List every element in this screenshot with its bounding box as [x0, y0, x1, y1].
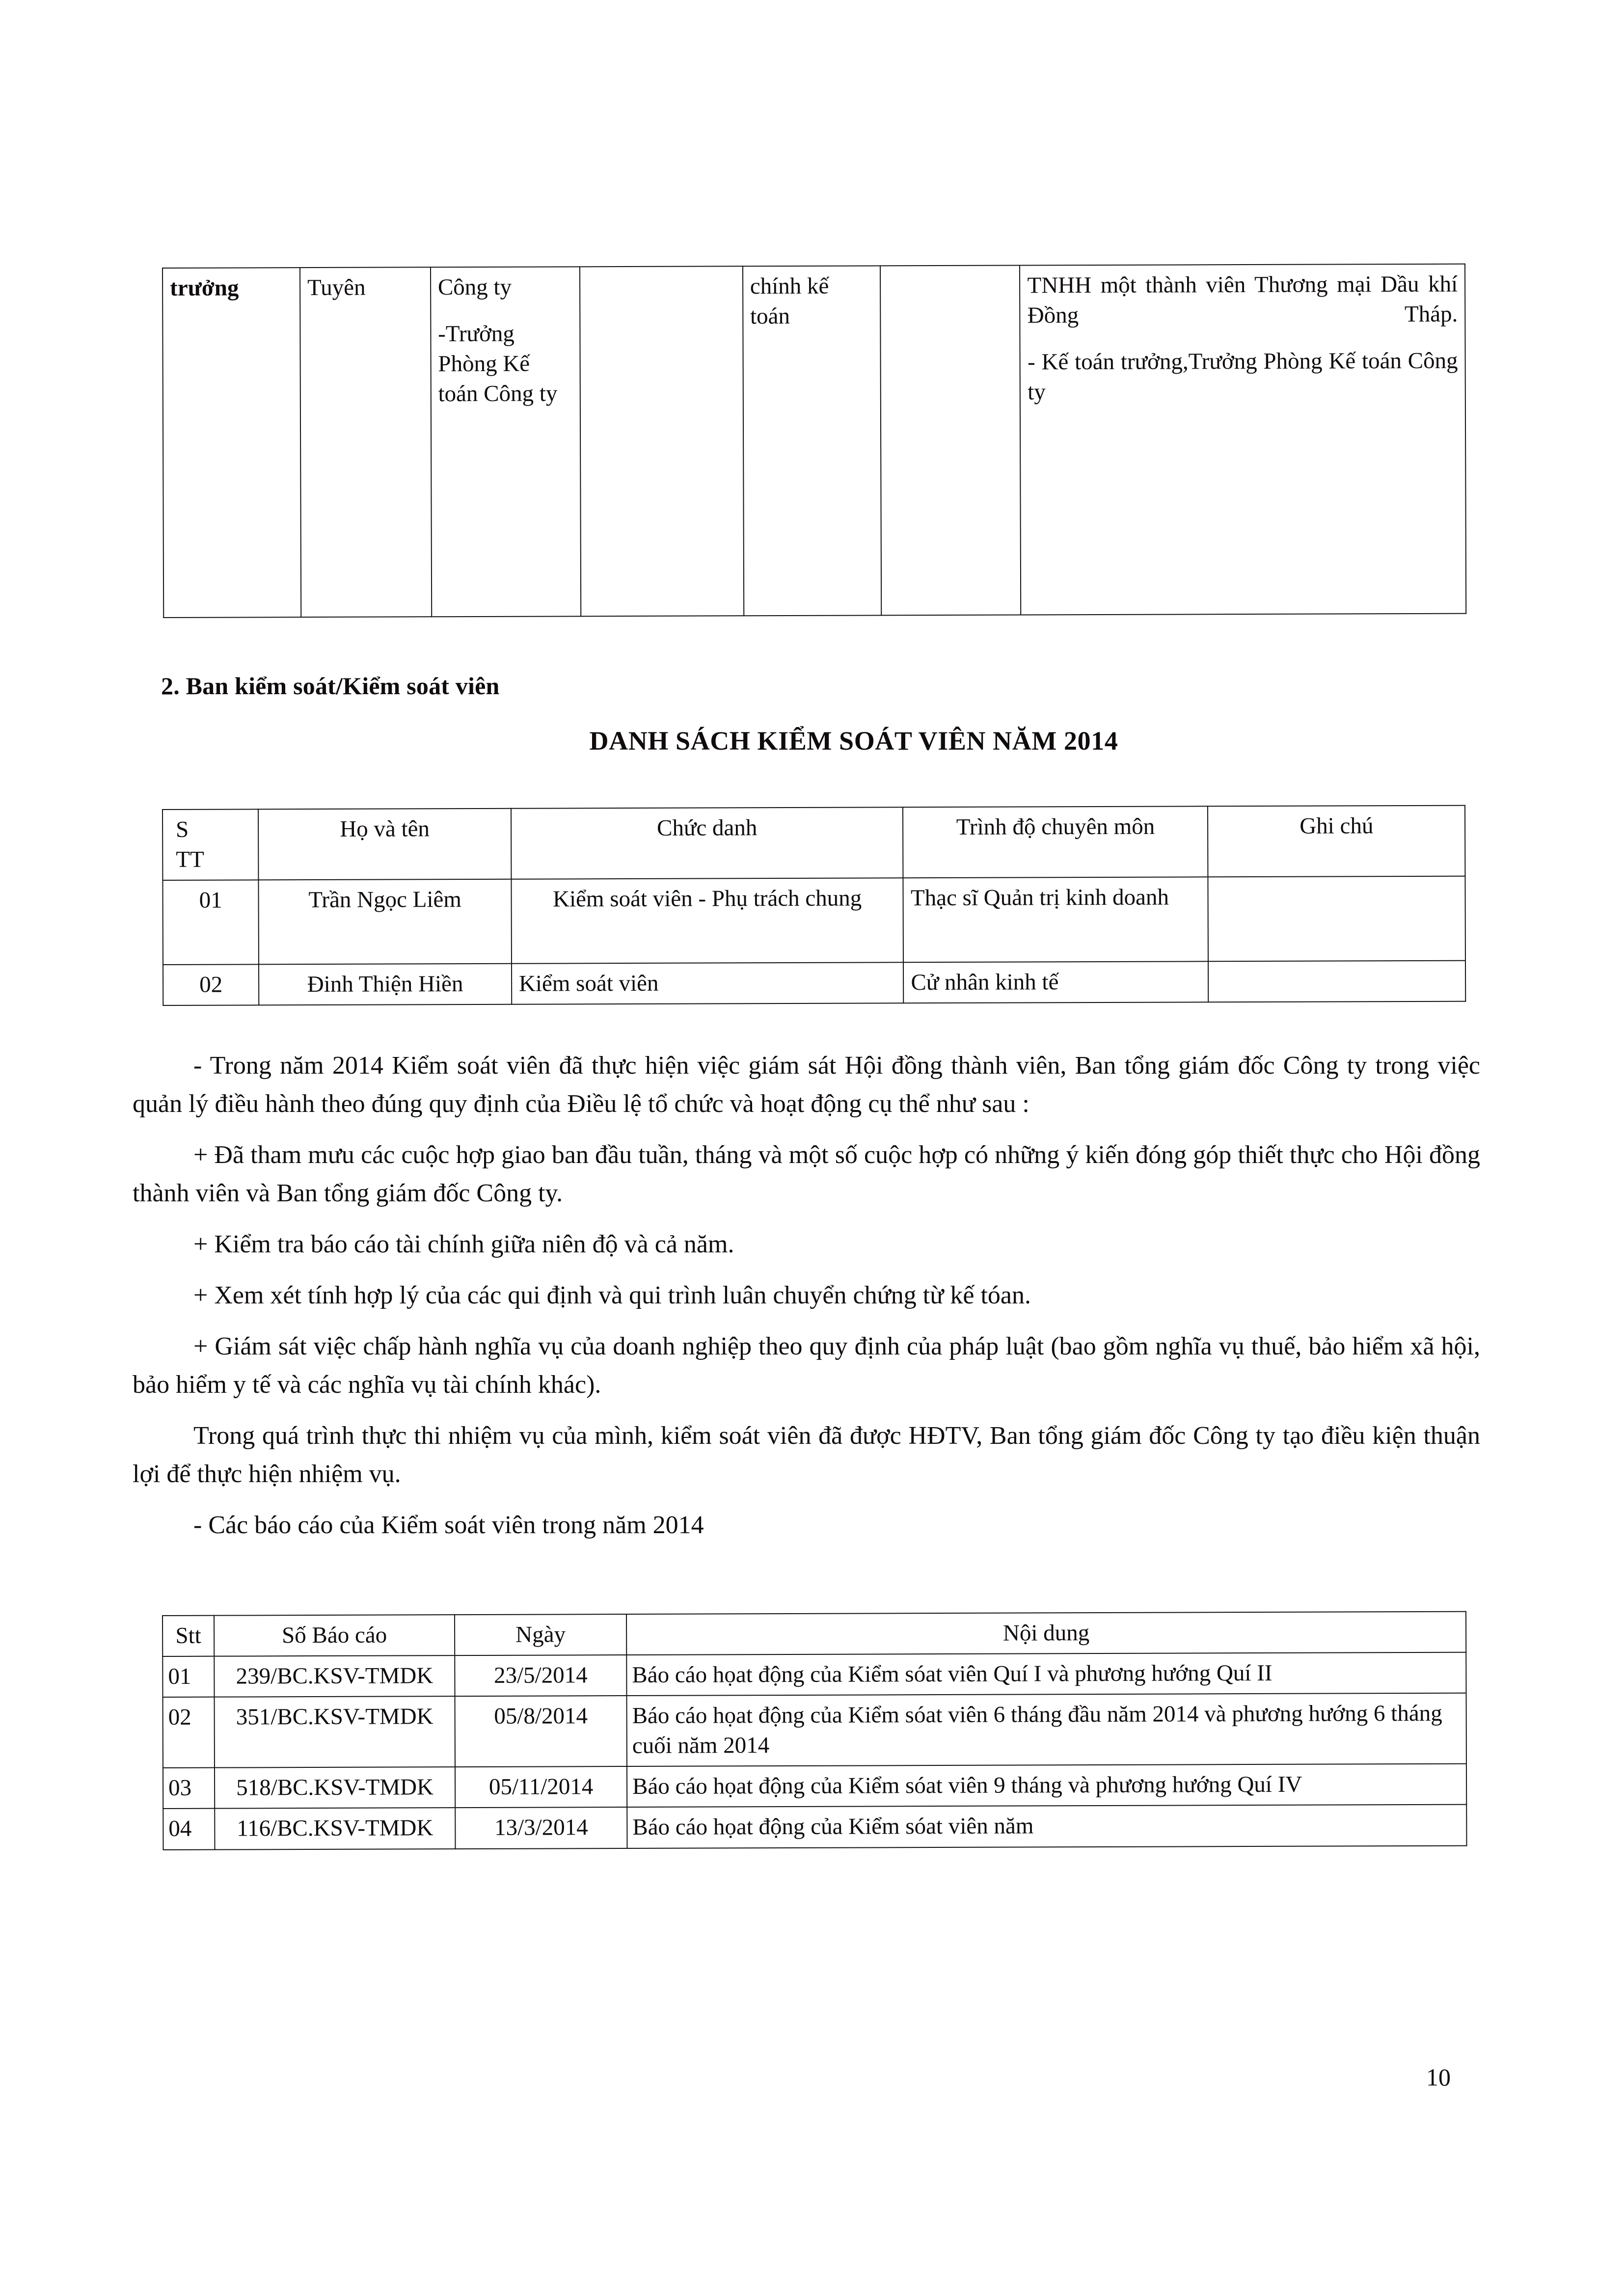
table-row — [162, 876, 1465, 965]
col-header-position: Chức danh — [511, 807, 903, 879]
cell-name: Tuyên — [300, 267, 432, 617]
list-title-wrapper — [0, 726, 1624, 756]
paragraph-3: + Kiểm tra báo cáo tài chính giữa niên độ và cả năm. — [193, 1230, 734, 1258]
cell-report-no: 518/BC.KSV-TMDK — [215, 1767, 455, 1809]
cell-accounting: chính kế toán — [743, 266, 881, 616]
cell-position: Kiểm soát viên — [512, 962, 904, 1004]
paragraph-5: + Giám sát việc chấp hành nghĩa vụ của doanh nghiệp theo quy định của pháp luật (bao gồm nghĩa vụ thuế, bảo hiểm xã hội, bảo hiểm y tế và các nghĩa vụ tài chính khác). — [133, 1332, 1480, 1399]
col-header-qualification: Trình độ chuyên môn — [903, 806, 1208, 878]
cell-stt: 03 — [163, 1768, 215, 1809]
reports-table-container — [162, 1611, 1466, 1850]
cell-name: Đinh Thiện Hiền — [259, 964, 512, 1005]
col-header-name: Họ và tên — [258, 809, 511, 880]
cell-empty-6 — [880, 266, 1021, 616]
cell-report-no: 116/BC.KSV-TMDK — [215, 1808, 455, 1850]
table-row — [163, 1693, 1466, 1768]
col-header-stt-line2: TT — [176, 846, 204, 873]
continued-table — [162, 264, 1466, 618]
inspectors-table — [162, 805, 1466, 1006]
table-row — [163, 961, 1465, 1005]
table-header-row — [162, 806, 1465, 881]
cell-stt: 01 — [162, 1656, 214, 1697]
table-row — [163, 1805, 1466, 1849]
col-header-note: Ghi chú — [1208, 806, 1465, 877]
cell-content: Báo cáo họat động của Kiểm sóat viên Quí I và phương hướng Quí II — [626, 1652, 1466, 1696]
cell-company-line1: Công ty — [437, 274, 512, 300]
cell-stt: 04 — [163, 1809, 215, 1849]
cell-date: 05/8/2014 — [455, 1696, 627, 1767]
inspectors-table-container — [162, 805, 1466, 1006]
col-header-report-no: Số Báo cáo — [214, 1615, 455, 1656]
body-text — [133, 1047, 1480, 1557]
spacer — [438, 302, 572, 319]
cell-name: Trần Ngọc Liêm — [259, 879, 512, 965]
cell-stt: 01 — [162, 880, 259, 965]
cell-content: Báo cáo họat động của Kiểm sóat viên 6 tháng đầu năm 2014 và phương hướng 6 tháng cuối năm 2014 — [627, 1693, 1466, 1767]
table-row — [162, 264, 1466, 618]
cell-report-no: 239/BC.KSV-TMDK — [214, 1655, 455, 1697]
cell-date: 23/5/2014 — [455, 1655, 626, 1696]
cell-notes — [1020, 264, 1466, 615]
cell-note — [1208, 876, 1465, 962]
list-title: DANH SÁCH KIỂM SOÁT VIÊN NĂM 2014 — [589, 726, 1118, 756]
cell-company-line2: -Trưởng Phòng Kế toán Công ty — [438, 321, 558, 407]
cell-date: 05/11/2014 — [455, 1766, 627, 1808]
page-number: 10 — [1426, 2063, 1451, 2091]
col-header-stt — [162, 809, 259, 880]
table-row — [162, 1652, 1466, 1697]
cell-note — [1208, 961, 1465, 1002]
cell-stt: 02 — [163, 1697, 215, 1768]
table-header-row — [162, 1612, 1466, 1656]
cell-stt: 02 — [163, 965, 259, 1006]
col-header-content: Nội dung — [626, 1612, 1466, 1655]
col-header-date: Ngày — [455, 1614, 626, 1655]
paragraph-7: - Các báo cáo của Kiểm soát viên trong năm 2014 — [193, 1511, 704, 1539]
cell-qualification: Thạc sĩ Quản trị kinh doanh — [903, 877, 1209, 962]
col-header-stt: Stt — [162, 1616, 214, 1656]
cell-qualification: Cử nhân kinh tế — [903, 961, 1208, 1003]
reports-table — [162, 1611, 1467, 1850]
paragraph-1: - Trong năm 2014 Kiểm soát viên đã thực hiện việc giám sát Hội đồng thành viên, Ban tổng giám đốc Công ty trong việc quản lý điều hành theo đúng quy định của Điều lệ tổ chức và hoạt động cụ thể như sau : — [133, 1052, 1480, 1118]
cell-date: 13/3/2014 — [455, 1807, 627, 1848]
continued-table-container — [162, 264, 1466, 618]
cell-notes-line1: TNHH một thành viên Thương mại Dầu khí Đồng Tháp. — [1027, 271, 1458, 328]
cell-content: Báo cáo họat động của Kiểm sóat viên 9 tháng và phương hướng Quí IV — [627, 1764, 1466, 1807]
cell-notes-line2: - Kế toán trưởng,Trưởng Phòng Kế toán Công ty — [1027, 348, 1458, 405]
spacer — [1028, 329, 1458, 348]
paragraph-4: + Xem xét tính hợp lý của các qui định và qui trình luân chuyển chứng từ kế tóan. — [193, 1281, 1031, 1309]
section-heading: 2. Ban kiểm soát/Kiểm soát viên — [161, 672, 500, 700]
cell-content: Báo cáo họat động của Kiểm sóat viên năm — [627, 1805, 1466, 1848]
cell-role-title: trưởng — [162, 268, 301, 618]
cell-company — [431, 267, 581, 617]
paragraph-6: Trong quá trình thực thi nhiệm vụ của mình, kiểm soát viên đã được HĐTV, Ban tổng giám đốc Công ty tạo điều kiện thuận lợi để thực hiện nhiệm vụ. — [133, 1422, 1480, 1488]
cell-position: Kiểm soát viên - Phụ trách chung — [511, 878, 903, 964]
cell-report-no: 351/BC.KSV-TMDK — [215, 1696, 455, 1768]
table-row — [163, 1764, 1466, 1809]
cell-empty-4 — [579, 266, 743, 616]
col-header-stt-line1: S — [176, 816, 189, 842]
paragraph-2: + Đã tham mưu các cuộc hợp giao ban đầu tuần, tháng và một số cuộc hợp có những ý kiến đóng góp thiết thực cho Hội đồng thành viên và Ban tổng giám đốc Công ty. — [133, 1141, 1480, 1207]
